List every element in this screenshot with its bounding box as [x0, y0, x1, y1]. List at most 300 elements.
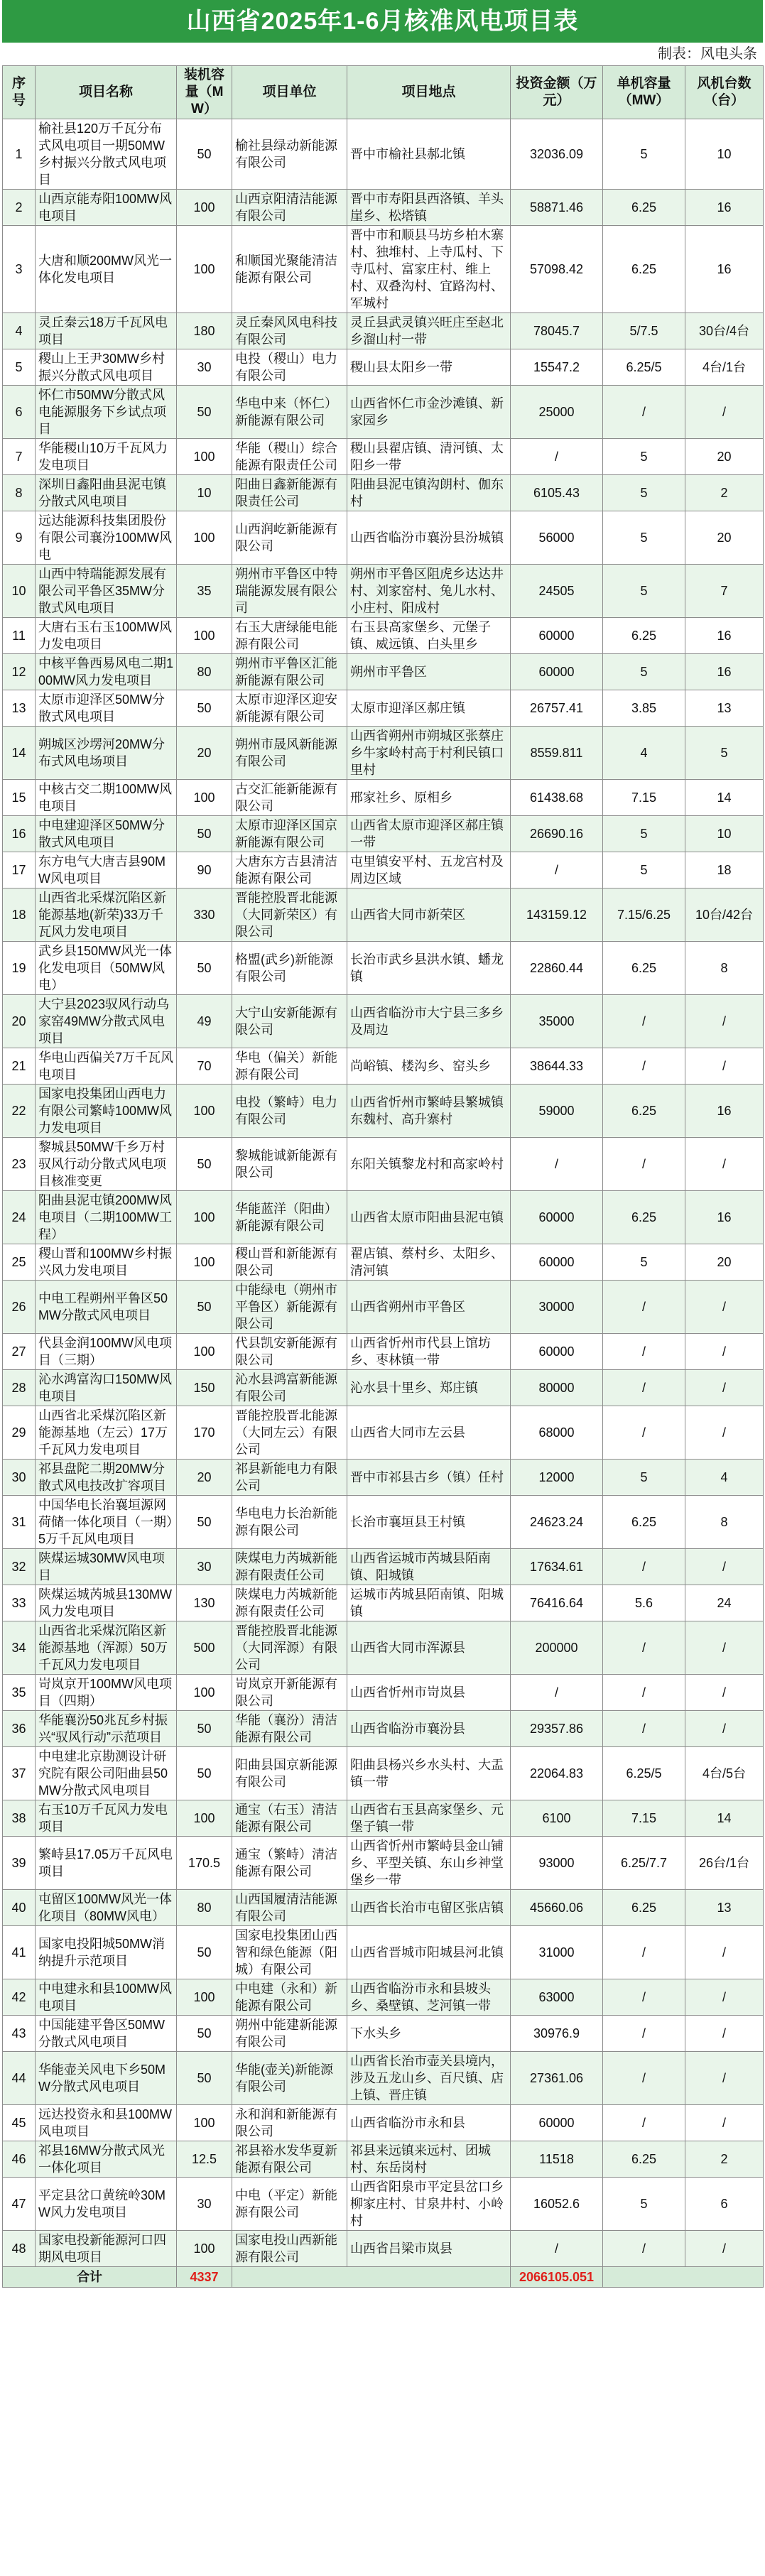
cell-unit-capacity: 3.85 [603, 690, 685, 727]
cell-turbine-count: 14 [685, 1800, 764, 1837]
cell-org: 沁水县鸿富新能源有限公司 [232, 1370, 347, 1406]
cell-org: 晋能控股晋北能源（大同浑源）有限公司 [232, 1621, 347, 1675]
cell-investment: 60000 [511, 1244, 603, 1281]
table-row [3, 386, 764, 439]
cell-turbine-count: 4台/5台 [685, 1747, 764, 1800]
cell-capacity: 30 [177, 1549, 232, 1585]
cell-name: 中核古交二期100MW风电项目 [36, 780, 177, 816]
cell-investment: 29357.86 [511, 1711, 603, 1747]
cell-name: 右玉10万千瓦风力发电项目 [36, 1800, 177, 1837]
cell-capacity: 100 [177, 190, 232, 226]
cell-no: 20 [3, 995, 36, 1048]
cell-unit-capacity: 6.25 [603, 942, 685, 995]
cell-capacity: 35 [177, 565, 232, 618]
cell-capacity: 100 [177, 1244, 232, 1281]
cell-name: 太原市迎泽区50MW分散式风电项目 [36, 690, 177, 727]
cell-investment: 59000 [511, 1085, 603, 1138]
cell-unit-capacity: / [603, 1281, 685, 1334]
cell-turbine-count: 20 [685, 439, 764, 475]
cell-org: 电投（稷山）电力有限公司 [232, 349, 347, 386]
cell-name: 山西省北采煤沉陷区新能源基地（左云）17万千瓦风力发电项目 [36, 1406, 177, 1460]
cell-org: 右玉大唐绿能电能源有限公司 [232, 618, 347, 654]
cell-no: 13 [3, 690, 36, 727]
cell-investment: 32036.09 [511, 119, 603, 190]
table-row [3, 995, 764, 1048]
cell-unit-capacity: / [603, 2105, 685, 2141]
cell-capacity: 20 [177, 1460, 232, 1496]
table-row [3, 511, 764, 565]
cell-name: 祁县盘陀二期20MW分散式风电技改扩容项目 [36, 1460, 177, 1496]
cell-capacity: 100 [177, 1085, 232, 1138]
cell-name: 东方电气大唐吉县90MW风电项目 [36, 852, 177, 888]
cell-turbine-count: 2 [685, 475, 764, 511]
cell-turbine-count: / [685, 1979, 764, 2016]
header-capacity: 装机容量（MW） [177, 66, 232, 119]
cell-turbine-count: / [685, 2052, 764, 2105]
cell-location: 晋中市榆社县郝北镇 [347, 119, 511, 190]
table-row [3, 2052, 764, 2105]
cell-name: 大唐右玉右玉100MW风力发电项目 [36, 618, 177, 654]
cell-location: 翟店镇、蔡村乡、太阳乡、清河镇 [347, 1244, 511, 1281]
cell-investment: 31000 [511, 1926, 603, 1979]
table-row [3, 2178, 764, 2231]
cell-turbine-count: 6 [685, 2178, 764, 2231]
cell-unit-capacity: 5 [603, 852, 685, 888]
cell-location: 灵丘县武灵镇兴旺庄至赵北乡溜山村一带 [347, 313, 511, 349]
cell-no: 35 [3, 1675, 36, 1711]
cell-location: 阳曲县泥屯镇沟朗村、伽东村 [347, 475, 511, 511]
cell-org: 太原市迎泽区国京新能源有限公司 [232, 816, 347, 852]
cell-investment: 61438.68 [511, 780, 603, 816]
cell-unit-capacity: 6.25 [603, 190, 685, 226]
table-row [3, 1711, 764, 1747]
cell-name: 远达能源科技集团股份有限公司襄汾100MW风电 [36, 511, 177, 565]
cell-capacity: 50 [177, 119, 232, 190]
cell-no: 1 [3, 119, 36, 190]
cell-unit-capacity: / [603, 1979, 685, 2016]
cell-name: 国家电投阳城50MW消纳提升示范项目 [36, 1926, 177, 1979]
cell-investment: 56000 [511, 511, 603, 565]
cell-investment: 60000 [511, 1334, 603, 1370]
cell-turbine-count: 8 [685, 1496, 764, 1549]
cell-org: 阳曲县国京新能源有限公司 [232, 1747, 347, 1800]
cell-turbine-count: 4台/1台 [685, 349, 764, 386]
cell-location: 邢家社乡、原相乡 [347, 780, 511, 816]
cell-investment: 17634.61 [511, 1549, 603, 1585]
cell-turbine-count: / [685, 1711, 764, 1747]
cell-turbine-count: 30台/4台 [685, 313, 764, 349]
cell-org: 岢岚京开新能源有限公司 [232, 1675, 347, 1711]
cell-org: 华能（稷山）综合能源有限责任公司 [232, 439, 347, 475]
cell-org: 陕煤电力芮城新能源有限责任公司 [232, 1585, 347, 1621]
cell-location: 山西省忻州市繁峙县繁城镇东魏村、高升寨村 [347, 1085, 511, 1138]
cell-org: 大唐东方吉县清洁能源有限公司 [232, 852, 347, 888]
cell-org: 通宝（右玉）清洁能源有限公司 [232, 1800, 347, 1837]
cell-name: 山西中特瑞能源发展有限公司平鲁区35MW分散式风电项目 [36, 565, 177, 618]
cell-name: 中核平鲁西易风电二期100MW风力发电项目 [36, 654, 177, 690]
table-row [3, 1979, 764, 2016]
cell-no: 23 [3, 1138, 36, 1191]
cell-location: 山西省临汾市永和县坡头乡、桑壁镇、芝河镇一带 [347, 1979, 511, 2016]
cell-org: 朔州市平鲁区汇能新能源有限公司 [232, 654, 347, 690]
cell-turbine-count: 14 [685, 780, 764, 816]
table-row [3, 727, 764, 780]
cell-no: 4 [3, 313, 36, 349]
cell-unit-capacity: 6.25 [603, 226, 685, 313]
cell-no: 25 [3, 1244, 36, 1281]
cell-capacity: 70 [177, 1048, 232, 1085]
cell-no: 40 [3, 1890, 36, 1926]
cell-investment: 6105.43 [511, 475, 603, 511]
cell-name: 华电山西偏关7万千瓦风电项目 [36, 1048, 177, 1085]
cell-name: 中电工程朔州平鲁区50MW分散式风电项目 [36, 1281, 177, 1334]
cell-name: 国家电投新能源河口四期风电项目 [36, 2231, 177, 2267]
table-body [3, 119, 764, 2267]
table-row [3, 1926, 764, 1979]
table-row [3, 1800, 764, 1837]
cell-investment: 22064.83 [511, 1747, 603, 1800]
table-row [3, 2105, 764, 2141]
cell-turbine-count: 13 [685, 690, 764, 727]
cell-location: 稷山县翟店镇、清河镇、太阳乡一带 [347, 439, 511, 475]
cell-no: 39 [3, 1837, 36, 1890]
cell-investment: 27361.06 [511, 2052, 603, 2105]
cell-unit-capacity: / [603, 1711, 685, 1747]
cell-turbine-count: 2 [685, 2141, 764, 2178]
cell-org: 华电（偏关）新能源有限公司 [232, 1048, 347, 1085]
cell-turbine-count: 16 [685, 1191, 764, 1244]
cell-turbine-count: 20 [685, 1244, 764, 1281]
cell-investment: 22860.44 [511, 942, 603, 995]
cell-investment: 143159.12 [511, 888, 603, 942]
cell-unit-capacity: 5 [603, 2178, 685, 2231]
cell-investment: 58871.46 [511, 190, 603, 226]
cell-capacity: 50 [177, 690, 232, 727]
cell-no: 3 [3, 226, 36, 313]
cell-location: 稷山县太阳乡一带 [347, 349, 511, 386]
cell-location: 阳曲县杨兴乡水头村、大盂镇一带 [347, 1747, 511, 1800]
cell-unit-capacity: 5 [603, 816, 685, 852]
cell-capacity: 100 [177, 439, 232, 475]
cell-turbine-count: / [685, 1675, 764, 1711]
table-row [3, 439, 764, 475]
cell-unit-capacity: / [603, 386, 685, 439]
cell-location: 太原市迎泽区郝庄镇 [347, 690, 511, 727]
cell-org: 中电建（永和）新能源有限公司 [232, 1979, 347, 2016]
cell-no: 48 [3, 2231, 36, 2267]
cell-location: 山西省长治市壶关县境内，涉及五龙山乡、百尺镇、店上镇、晋庄镇 [347, 2052, 511, 2105]
cell-org: 代县凯安新能源有限公司 [232, 1334, 347, 1370]
cell-investment: 45660.06 [511, 1890, 603, 1926]
cell-org: 永和润和新能源有限公司 [232, 2105, 347, 2141]
cell-no: 5 [3, 349, 36, 386]
cell-capacity: 50 [177, 1711, 232, 1747]
cell-no: 19 [3, 942, 36, 995]
cell-investment: 30000 [511, 1281, 603, 1334]
cell-unit-capacity: 5 [603, 1244, 685, 1281]
cell-name: 华能襄汾50兆瓦乡村振兴“驭风行动”示范项目 [36, 1711, 177, 1747]
cell-name: 怀仁市50MW分散式风电能源服务下乡试点项目 [36, 386, 177, 439]
cell-org: 中能绿电（朔州市平鲁区）新能源有限公司 [232, 1281, 347, 1334]
cell-location: 下水头乡 [347, 2016, 511, 2052]
cell-org: 祁县新能电力有限公司 [232, 1460, 347, 1496]
table-row [3, 2016, 764, 2052]
cell-turbine-count: 10 [685, 816, 764, 852]
total-empty [603, 2267, 764, 2288]
cell-unit-capacity: / [603, 995, 685, 1048]
cell-unit-capacity: 5/7.5 [603, 313, 685, 349]
cell-org: 大宁山安新能源有限公司 [232, 995, 347, 1048]
cell-capacity: 20 [177, 727, 232, 780]
cell-location: 山西省大同市浑源县 [347, 1621, 511, 1675]
cell-turbine-count: 5 [685, 727, 764, 780]
cell-turbine-count: 26台/1台 [685, 1837, 764, 1890]
cell-capacity: 500 [177, 1621, 232, 1675]
cell-investment: 76416.64 [511, 1585, 603, 1621]
table-row [3, 1191, 764, 1244]
cell-name: 陕煤运城芮城县130MW风力发电项目 [36, 1585, 177, 1621]
cell-turbine-count: / [685, 386, 764, 439]
cell-investment: 63000 [511, 1979, 603, 2016]
cell-location: 山西省临汾市襄汾县汾城镇 [347, 511, 511, 565]
cell-location: 山西省晋城市阳城县河北镇 [347, 1926, 511, 1979]
cell-location: 屯里镇安平村、五龙宫村及周边区域 [347, 852, 511, 888]
cell-no: 27 [3, 1334, 36, 1370]
cell-org: 灵丘秦风风电科技有限公司 [232, 313, 347, 349]
cell-turbine-count: / [685, 1048, 764, 1085]
cell-no: 38 [3, 1800, 36, 1837]
cell-investment: 8559.811 [511, 727, 603, 780]
cell-unit-capacity: 5 [603, 654, 685, 690]
cell-no: 47 [3, 2178, 36, 2231]
cell-no: 28 [3, 1370, 36, 1406]
cell-org: 黎城能诚新能源有限公司 [232, 1138, 347, 1191]
cell-capacity: 30 [177, 2178, 232, 2231]
cell-investment: / [511, 1138, 603, 1191]
cell-unit-capacity: 6.25 [603, 2141, 685, 2178]
cell-turbine-count: 16 [685, 226, 764, 313]
cell-turbine-count: 16 [685, 190, 764, 226]
cell-turbine-count: / [685, 995, 764, 1048]
cell-no: 6 [3, 386, 36, 439]
cell-unit-capacity: 5 [603, 565, 685, 618]
cell-org: 国家电投山西新能源有限公司 [232, 2231, 347, 2267]
cell-investment: 78045.7 [511, 313, 603, 349]
cell-turbine-count: / [685, 1138, 764, 1191]
cell-location: 山西省怀仁市金沙滩镇、新家园乡 [347, 386, 511, 439]
cell-location: 祁县来远镇来远村、团城村、东岳岗村 [347, 2141, 511, 2178]
cell-location: 山西省右玉县高家堡乡、元堡子镇一带 [347, 1800, 511, 1837]
total-label: 合计 [3, 2267, 177, 2288]
cell-turbine-count: 10台/42台 [685, 888, 764, 942]
cell-capacity: 170 [177, 1406, 232, 1460]
table-row [3, 690, 764, 727]
cell-investment: 24505 [511, 565, 603, 618]
cell-location: 山西省阳泉市平定县岔口乡柳家庄村、甘泉井村、小岭村 [347, 2178, 511, 2231]
cell-location: 山西省朔州市朔城区张蔡庄乡牛家岭村高于村利民镇口里村 [347, 727, 511, 780]
cell-org: 阳曲日鑫新能源有限责任公司 [232, 475, 347, 511]
cell-unit-capacity: / [603, 1406, 685, 1460]
cell-capacity: 100 [177, 226, 232, 313]
cell-no: 10 [3, 565, 36, 618]
cell-name: 平定县岔口黄统岭30MW风力发电项目 [36, 2178, 177, 2231]
cell-name: 中国能建平鲁区50MW分散式风电项目 [36, 2016, 177, 2052]
cell-investment: 38644.33 [511, 1048, 603, 1085]
cell-location: 沁水县十里乡、郑庄镇 [347, 1370, 511, 1406]
cell-unit-capacity: / [603, 2016, 685, 2052]
cell-unit-capacity: 6.25/5 [603, 1747, 685, 1800]
cell-location: 山西省吕梁市岚县 [347, 2231, 511, 2267]
cell-capacity: 30 [177, 349, 232, 386]
cell-name: 稷山上王尹30MW乡村振兴分散式风电项目 [36, 349, 177, 386]
cell-no: 22 [3, 1085, 36, 1138]
cell-unit-capacity: 7.15 [603, 780, 685, 816]
cell-no: 7 [3, 439, 36, 475]
cell-location: 右玉县高家堡乡、元堡子镇、威远镇、白头里乡 [347, 618, 511, 654]
cell-no: 41 [3, 1926, 36, 1979]
cell-name: 深圳日鑫阳曲县泥屯镇分散式风电项目 [36, 475, 177, 511]
cell-location: 山西省大同市左云县 [347, 1406, 511, 1460]
cell-name: 沁水鸿富沟口150MW风电项目 [36, 1370, 177, 1406]
cell-capacity: 80 [177, 654, 232, 690]
cell-capacity: 50 [177, 2052, 232, 2105]
cell-location: 山西省忻州市岢岚县 [347, 1675, 511, 1711]
table-row [3, 565, 764, 618]
cell-capacity: 180 [177, 313, 232, 349]
cell-capacity: 50 [177, 386, 232, 439]
cell-investment: 35000 [511, 995, 603, 1048]
cell-location: 运城市芮城县陌南镇、阳城镇 [347, 1585, 511, 1621]
table-header-row [3, 66, 764, 119]
cell-name: 代县金润100MW风电项目（三期） [36, 1334, 177, 1370]
cell-turbine-count: / [685, 2231, 764, 2267]
table-row [3, 226, 764, 313]
table-row [3, 654, 764, 690]
table-row [3, 1675, 764, 1711]
cell-name: 山西省北采煤沉陷区新能源基地(新荣)33万千瓦风力发电项目 [36, 888, 177, 942]
cell-unit-capacity: / [603, 1675, 685, 1711]
table-row [3, 1370, 764, 1406]
cell-capacity: 100 [177, 1979, 232, 2016]
table-row [3, 2141, 764, 2178]
cell-no: 46 [3, 2141, 36, 2178]
table-row [3, 618, 764, 654]
cell-name: 繁峙县17.05万千瓦风电项目 [36, 1837, 177, 1890]
cell-org: 山西润屹新能源有限公司 [232, 511, 347, 565]
cell-investment: 12000 [511, 1460, 603, 1496]
cell-unit-capacity: 6.25/7.7 [603, 1837, 685, 1890]
cell-org: 陕煤电力芮城新能源有限责任公司 [232, 1549, 347, 1585]
cell-location: 山西省太原市迎泽区郝庄镇一带 [347, 816, 511, 852]
cell-location: 朔州市平鲁区 [347, 654, 511, 690]
cell-name: 大宁县2023驭风行动乌家窑49MW分散式风电项目 [36, 995, 177, 1048]
cell-no: 43 [3, 2016, 36, 2052]
cell-org: 华电电力长治新能源有限公司 [232, 1496, 347, 1549]
cell-no: 45 [3, 2105, 36, 2141]
cell-investment: 30976.9 [511, 2016, 603, 2052]
total-capacity: 4337 [177, 2267, 232, 2288]
cell-org: 和顺国光聚能清洁能源有限公司 [232, 226, 347, 313]
cell-investment: 16052.6 [511, 2178, 603, 2231]
header-name: 项目名称 [36, 66, 177, 119]
cell-org: 祁县裕水发华夏新能源有限公司 [232, 2141, 347, 2178]
cell-location: 朔州市平鲁区阻虎乡达达井村、刘家窑村、兔儿水村、小庄村、阳成村 [347, 565, 511, 618]
cell-unit-capacity: / [603, 1370, 685, 1406]
cell-no: 33 [3, 1585, 36, 1621]
cell-investment: 60000 [511, 654, 603, 690]
cell-unit-capacity: 6.25 [603, 1191, 685, 1244]
cell-location: 尚峪镇、楼沟乡、窑头乡 [347, 1048, 511, 1085]
cell-no: 36 [3, 1711, 36, 1747]
cell-unit-capacity: 5 [603, 439, 685, 475]
cell-no: 21 [3, 1048, 36, 1085]
cell-no: 15 [3, 780, 36, 816]
cell-investment: 80000 [511, 1370, 603, 1406]
cell-name: 远达投资永和县100MW风电项目 [36, 2105, 177, 2141]
cell-location: 长治市武乡县洪水镇、蟠龙镇 [347, 942, 511, 995]
cell-name: 华能壶关风电下乡50MW分散式风电项目 [36, 2052, 177, 2105]
cell-unit-capacity: 6.25 [603, 1890, 685, 1926]
table-row [3, 1406, 764, 1460]
cell-no: 31 [3, 1496, 36, 1549]
cell-unit-capacity: / [603, 1334, 685, 1370]
cell-name: 中国华电长治襄垣源网荷储一体化项目（一期）5万千瓦风电项目 [36, 1496, 177, 1549]
header-investment: 投资金额（万元） [511, 66, 603, 119]
project-table [2, 65, 764, 2288]
cell-unit-capacity: 7.15 [603, 1800, 685, 1837]
cell-no: 2 [3, 190, 36, 226]
cell-investment: 15547.2 [511, 349, 603, 386]
cell-name: 中电建北京勘测设计研究院有限公司阳曲县50MW分散式风电项目 [36, 1747, 177, 1800]
cell-capacity: 100 [177, 618, 232, 654]
cell-turbine-count: 18 [685, 852, 764, 888]
table-row [3, 1890, 764, 1926]
cell-no: 26 [3, 1281, 36, 1334]
cell-org: 山西京阳清洁能源有限公司 [232, 190, 347, 226]
cell-capacity: 12.5 [177, 2141, 232, 2178]
cell-no: 34 [3, 1621, 36, 1675]
cell-org: 华能(壶关)新能源有限公司 [232, 2052, 347, 2105]
table-row [3, 1085, 764, 1138]
table-row [3, 1585, 764, 1621]
cell-capacity: 90 [177, 852, 232, 888]
cell-no: 16 [3, 816, 36, 852]
cell-investment: 25000 [511, 386, 603, 439]
cell-unit-capacity: 7.15/6.25 [603, 888, 685, 942]
cell-turbine-count: / [685, 2105, 764, 2141]
cell-investment: 24623.24 [511, 1496, 603, 1549]
cell-location: 晋中市寿阳县西洛镇、羊头崖乡、松塔镇 [347, 190, 511, 226]
total-row [3, 2267, 764, 2288]
cell-name: 中电建永和县100MW风电项目 [36, 1979, 177, 2016]
cell-org: 电投（繁峙）电力有限公司 [232, 1085, 347, 1138]
cell-investment: 6100 [511, 1800, 603, 1837]
cell-name: 朔城区沙塄河20MW分布式风电场项目 [36, 727, 177, 780]
cell-capacity: 50 [177, 1281, 232, 1334]
cell-name: 灵丘秦云18万千瓦风电项目 [36, 313, 177, 349]
cell-org: 朔州市晟风新能源有限公司 [232, 727, 347, 780]
table-row [3, 1334, 764, 1370]
cell-capacity: 100 [177, 511, 232, 565]
cell-unit-capacity: 4 [603, 727, 685, 780]
cell-capacity: 10 [177, 475, 232, 511]
cell-name: 阳曲县泥屯镇200MW风电项目（二期100MW工程） [36, 1191, 177, 1244]
cell-unit-capacity: 5.6 [603, 1585, 685, 1621]
cell-capacity: 150 [177, 1370, 232, 1406]
table-row [3, 1747, 764, 1800]
cell-investment: 68000 [511, 1406, 603, 1460]
cell-capacity: 130 [177, 1585, 232, 1621]
